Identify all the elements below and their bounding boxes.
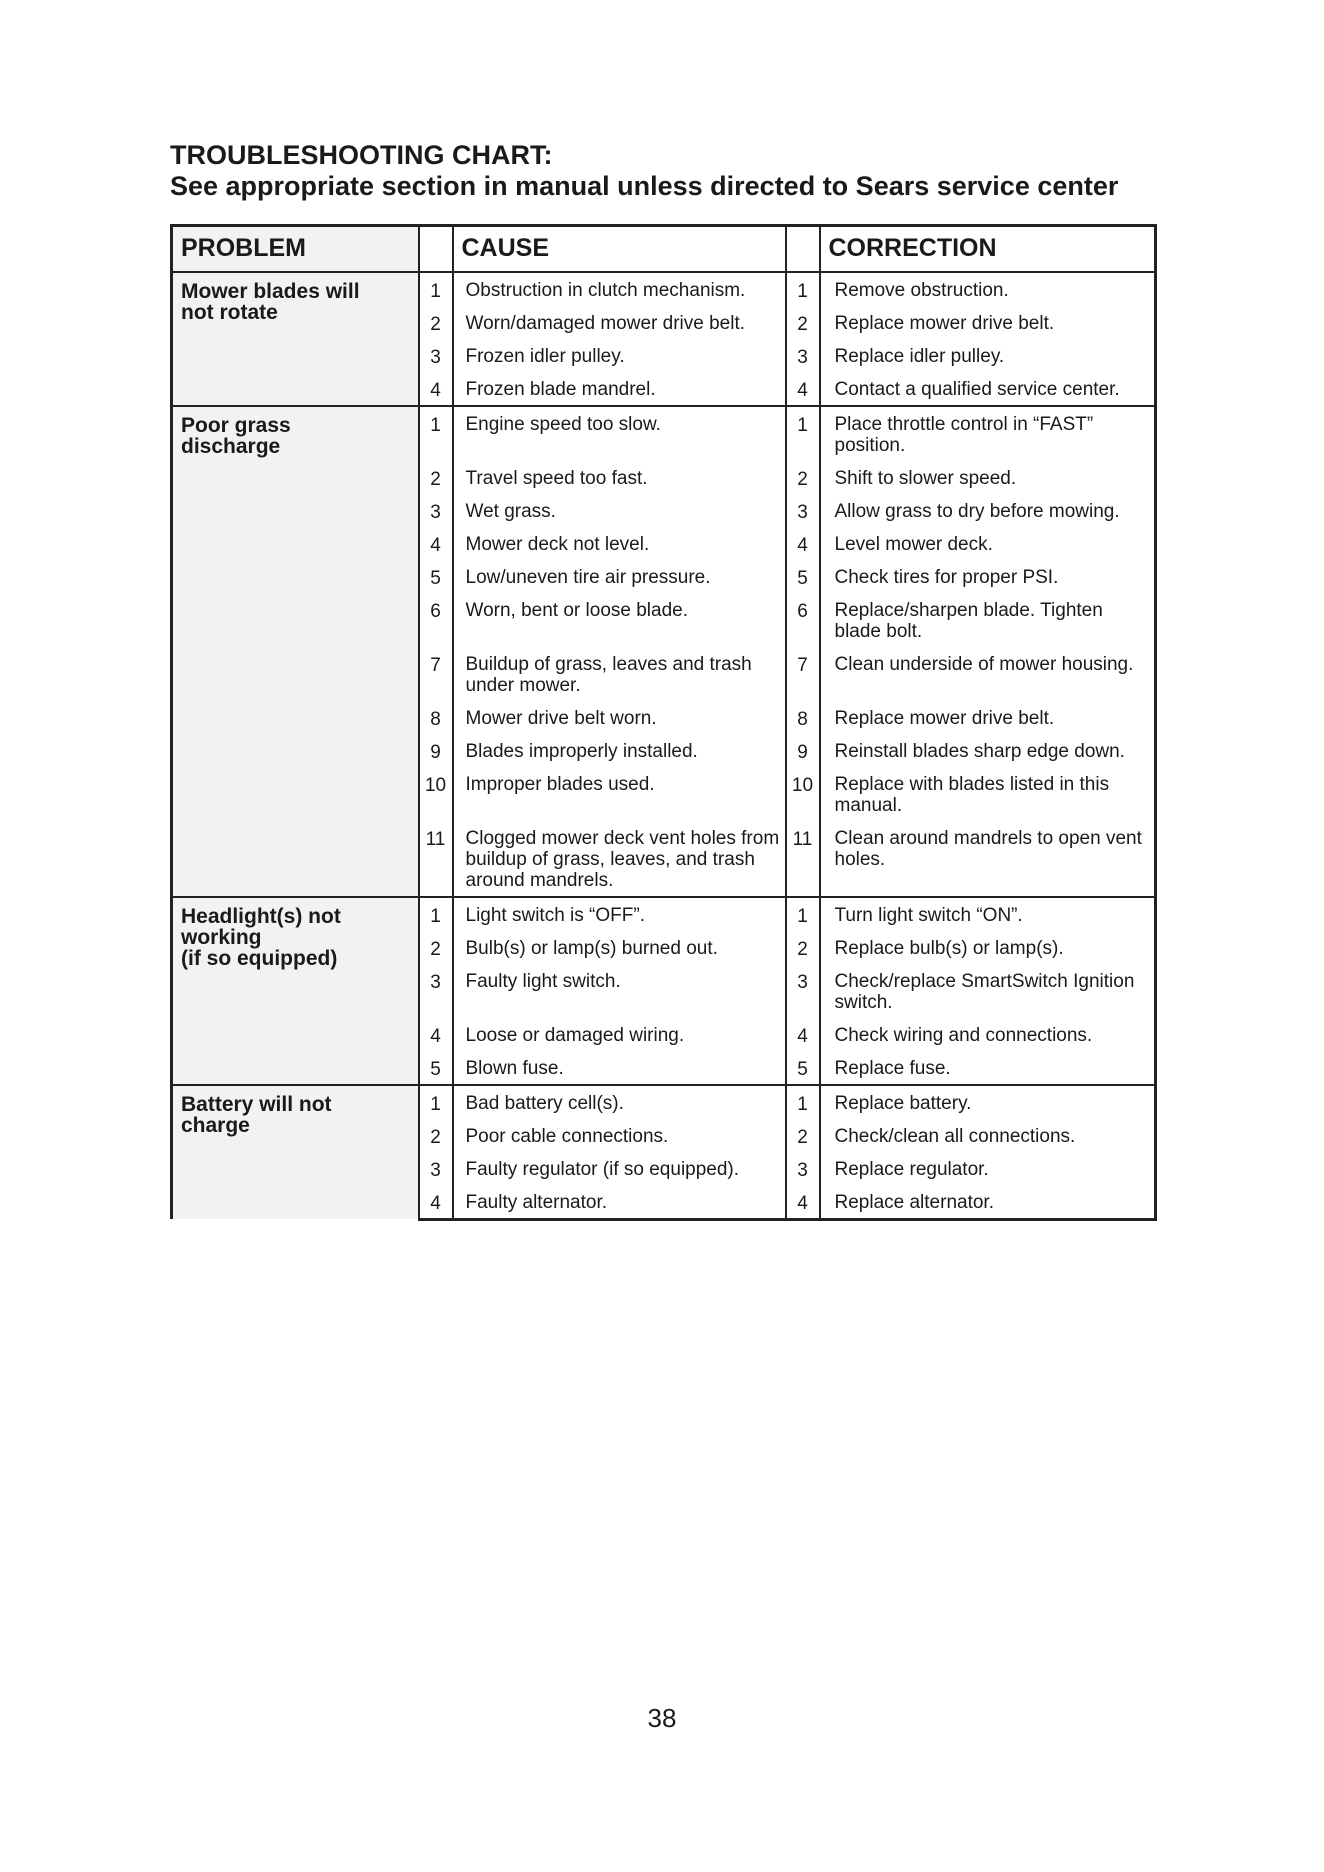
correction-text: Shift to slower speed. [820, 461, 1156, 494]
cause-text: Wet grass. [453, 494, 786, 527]
cause-text: Faulty alternator. [453, 1185, 786, 1220]
table-row [172, 1085, 1156, 1119]
header-spacer-1 [419, 226, 453, 272]
cause-text: Obstruction in clutch mechanism. [453, 272, 786, 306]
correction-number: 4 [786, 1018, 820, 1051]
problem-text: Headlight(s) not working (if so equipped) [181, 904, 341, 970]
header-spacer-2 [786, 226, 820, 272]
problem-text: Mower blades will not rotate [181, 279, 360, 324]
cause-number: 4 [419, 1185, 453, 1220]
correction-text: Replace bulb(s) or lamp(s). [820, 931, 1156, 964]
cause-text: Buildup of grass, leaves and trash under mower. [453, 647, 786, 701]
correction-number: 8 [786, 701, 820, 734]
page-number: 38 [647, 1703, 677, 1733]
correction-number: 3 [786, 494, 820, 527]
correction-text: Check wiring and connections. [820, 1018, 1156, 1051]
cause-text: Improper blades used. [453, 767, 786, 821]
cause-text: Poor cable connections. [453, 1119, 786, 1152]
cause-number: 1 [419, 1085, 453, 1119]
cause-number: 5 [419, 560, 453, 593]
chart-subtitle: See appropriate section in manual unless directed to Sears service center [170, 171, 1119, 201]
cause-text: Faulty light switch. [453, 964, 786, 1018]
correction-text: Check/replace SmartSwitch Ignition switch. [820, 964, 1156, 1018]
correction-text: Replace/sharpen blade. Tighten blade bolt. [820, 593, 1156, 647]
correction-text: Replace mower drive belt. [820, 306, 1156, 339]
problem-cell [172, 1085, 419, 1220]
cause-text: Bad battery cell(s). [453, 1085, 786, 1119]
correction-number: 1 [786, 272, 820, 306]
troubleshooting-table [170, 224, 1157, 1221]
correction-text: Contact a qualified service center. [820, 372, 1156, 406]
cause-text: Frozen blade mandrel. [453, 372, 786, 406]
correction-number: 7 [786, 647, 820, 701]
correction-number: 2 [786, 461, 820, 494]
cause-number: 1 [419, 272, 453, 306]
correction-number: 2 [786, 931, 820, 964]
cause-number: 4 [419, 372, 453, 406]
cause-number: 3 [419, 964, 453, 1018]
correction-text: Replace idler pulley. [820, 339, 1156, 372]
correction-number: 1 [786, 897, 820, 931]
correction-number: 1 [786, 406, 820, 461]
cause-number: 3 [419, 494, 453, 527]
correction-text: Level mower deck. [820, 527, 1156, 560]
cause-text: Faulty regulator (if so equipped). [453, 1152, 786, 1185]
correction-text: Check tires for proper PSI. [820, 560, 1156, 593]
cause-text: Frozen idler pulley. [453, 339, 786, 372]
correction-text: Turn light switch “ON”. [820, 897, 1156, 931]
cause-text: Engine speed too slow. [453, 406, 786, 461]
correction-text: Remove obstruction. [820, 272, 1156, 306]
cause-number: 9 [419, 734, 453, 767]
cause-number: 11 [419, 821, 453, 897]
cause-text: Blown fuse. [453, 1051, 786, 1085]
correction-number: 10 [786, 767, 820, 821]
cause-text: Travel speed too fast. [453, 461, 786, 494]
correction-text: Check/clean all connections. [820, 1119, 1156, 1152]
cause-text: Light switch is “OFF”. [453, 897, 786, 931]
correction-number: 2 [786, 1119, 820, 1152]
table-row [172, 406, 1156, 461]
correction-text: Replace fuse. [820, 1051, 1156, 1085]
problem-cell [172, 406, 419, 897]
correction-number: 4 [786, 372, 820, 406]
cause-number: 4 [419, 527, 453, 560]
cause-text: Worn, bent or loose blade. [453, 593, 786, 647]
cause-text: Worn/damaged mower drive belt. [453, 306, 786, 339]
cause-text: Mower drive belt worn. [453, 701, 786, 734]
problem-text: Poor grass discharge [181, 413, 291, 458]
cause-number: 2 [419, 1119, 453, 1152]
cause-number: 5 [419, 1051, 453, 1085]
correction-text: Clean underside of mower housing. [820, 647, 1156, 701]
correction-text: Place throttle control in “FAST” position. [820, 406, 1156, 461]
problem-cell [172, 897, 419, 1085]
cause-number: 1 [419, 406, 453, 461]
cause-number: 6 [419, 593, 453, 647]
correction-text: Allow grass to dry before mowing. [820, 494, 1156, 527]
correction-text: Replace regulator. [820, 1152, 1156, 1185]
cause-text: Loose or damaged wiring. [453, 1018, 786, 1051]
table-row [172, 272, 1156, 306]
correction-number: 11 [786, 821, 820, 897]
correction-text: Reinstall blades sharp edge down. [820, 734, 1156, 767]
correction-text: Replace mower drive belt. [820, 701, 1156, 734]
correction-text: Replace alternator. [820, 1185, 1156, 1220]
correction-number: 6 [786, 593, 820, 647]
cause-number: 7 [419, 647, 453, 701]
chart-title: TROUBLESHOOTING CHART: [170, 140, 553, 170]
correction-text: Clean around mandrels to open vent holes. [820, 821, 1156, 897]
correction-number: 5 [786, 1051, 820, 1085]
cause-number: 2 [419, 306, 453, 339]
correction-text: Replace battery. [820, 1085, 1156, 1119]
cause-number: 1 [419, 897, 453, 931]
correction-number: 3 [786, 1152, 820, 1185]
cause-text: Mower deck not level. [453, 527, 786, 560]
header-problem: PROBLEM [172, 226, 419, 272]
correction-number: 5 [786, 560, 820, 593]
cause-text: Clogged mower deck vent holes from buildup of grass, leaves, and trash around mandrels. [453, 821, 786, 897]
correction-text: Replace with blades listed in this manual. [820, 767, 1156, 821]
cause-text: Low/uneven tire air pressure. [453, 560, 786, 593]
correction-number: 2 [786, 306, 820, 339]
cause-number: 2 [419, 461, 453, 494]
header-cause: CAUSE [453, 226, 786, 272]
cause-text: Bulb(s) or lamp(s) burned out. [453, 931, 786, 964]
correction-number: 1 [786, 1085, 820, 1119]
header-correction: CORRECTION [820, 226, 1156, 272]
cause-number: 4 [419, 1018, 453, 1051]
correction-number: 4 [786, 1185, 820, 1220]
correction-number: 3 [786, 964, 820, 1018]
cause-number: 3 [419, 1152, 453, 1185]
cause-number: 8 [419, 701, 453, 734]
table-header-row [172, 226, 1156, 272]
cause-number: 3 [419, 339, 453, 372]
cause-number: 2 [419, 931, 453, 964]
table-row [172, 897, 1156, 931]
problem-text: Battery will not charge [181, 1092, 332, 1137]
cause-number: 10 [419, 767, 453, 821]
correction-number: 3 [786, 339, 820, 372]
cause-text: Blades improperly installed. [453, 734, 786, 767]
correction-number: 4 [786, 527, 820, 560]
correction-number: 9 [786, 734, 820, 767]
problem-cell [172, 272, 419, 406]
